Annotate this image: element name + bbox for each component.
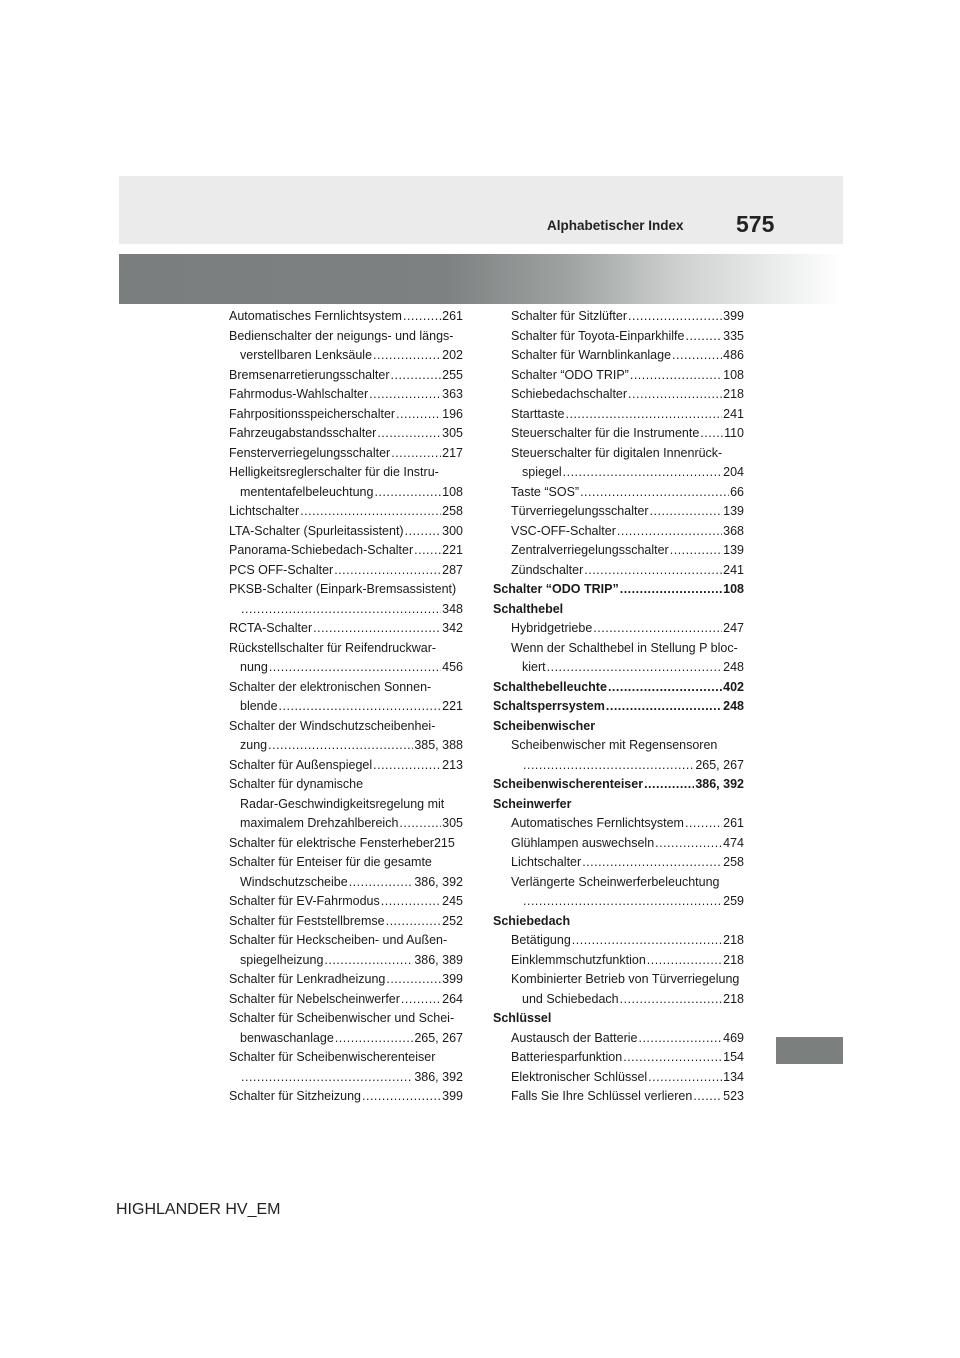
dot-leader <box>391 366 442 386</box>
dot-leader <box>335 1029 414 1049</box>
index-entry <box>229 736 463 756</box>
index-entry-page: 241 <box>723 562 744 577</box>
dot-leader <box>700 424 723 444</box>
index-entry-text: Taste “SOS” <box>511 484 580 499</box>
index-entry <box>493 424 744 444</box>
index-entry-page: 305 <box>442 426 463 440</box>
index-entry-page: 241 <box>723 406 744 421</box>
index-entry-page: 399 <box>723 309 744 323</box>
index-entry-page: 218 <box>723 387 744 401</box>
index-entry-text: mententafelbeleuchtung <box>240 484 374 499</box>
index-entry <box>493 853 744 873</box>
index-entry <box>493 814 744 834</box>
index-entry-text: Schalter für Scheibenwischerenteiser <box>229 1050 436 1064</box>
index-entry-text: Scheibenwischer <box>493 718 596 733</box>
index-entry <box>493 970 744 990</box>
index-entry-text: VSC-OFF-Schalter <box>511 523 616 538</box>
index-entry <box>493 444 744 464</box>
index-entry <box>229 1087 463 1107</box>
dot-leader <box>608 678 722 698</box>
index-entry <box>229 639 463 659</box>
index-entry <box>493 873 744 893</box>
index-entry-text: Schalter für Feststellbremse <box>229 913 385 928</box>
index-entry-text: Fahrzeugabstandsschalter <box>229 426 377 440</box>
index-entry-page: 399 <box>442 972 463 986</box>
index-entry <box>493 736 744 756</box>
index-entry-text: maximalem Drehzahlbereich <box>240 816 399 830</box>
index-entry-page: 305 <box>442 816 463 830</box>
index-entry-page: 287 <box>442 562 463 577</box>
dot-leader <box>386 970 441 990</box>
index-entry-text: Schalthebelleuchte <box>493 679 607 694</box>
index-entry-page: 196 <box>442 406 463 421</box>
index-entry-page: 248 <box>723 699 744 713</box>
index-entry-text: Betätigung <box>511 933 571 947</box>
index-entry-page: 217 <box>442 445 463 460</box>
dot-leader <box>580 483 729 503</box>
index-entry-text: Elektronischer Schlüssel <box>511 1069 648 1084</box>
index-entry-text: Bedienschalter der neigungs- und längs- <box>229 328 454 343</box>
index-entry <box>229 405 463 425</box>
index-entry <box>493 756 744 776</box>
index-entry-page: 218 <box>723 952 744 967</box>
index-entry-text: Radar-Geschwindigkeitsregelung mit <box>240 796 445 811</box>
index-entry <box>229 912 463 932</box>
index-entry-text: Zentralverriegelungsschalter <box>511 543 669 557</box>
index-entry-text: Schalter “ODO TRIP” <box>493 582 619 596</box>
dot-leader <box>620 990 723 1010</box>
dot-leader <box>377 424 441 444</box>
index-entry-page: 247 <box>723 621 744 635</box>
dot-leader <box>396 405 441 425</box>
header-band <box>119 176 843 244</box>
index-entry-text: Schalter für EV-Fahrmodus <box>229 894 380 908</box>
dot-leader <box>617 522 722 542</box>
dot-leader <box>403 307 441 327</box>
index-entry-page: 218 <box>723 933 744 947</box>
dot-leader <box>672 346 722 366</box>
dot-leader <box>693 1087 722 1107</box>
index-entry-text: Schalter für Sitzheizung <box>229 1089 362 1103</box>
thumb-index-tab <box>776 1037 843 1064</box>
index-entry <box>493 892 744 912</box>
dot-leader <box>606 697 722 717</box>
index-entry-text: Austausch der Batterie <box>511 1030 638 1045</box>
index-entry <box>229 1029 463 1049</box>
index-entry-text: Schalter der elektronischen Sonnen- <box>229 679 432 694</box>
index-entry <box>229 756 463 776</box>
index-column-right <box>493 307 744 1107</box>
dot-leader <box>386 912 442 932</box>
index-entry <box>229 424 463 444</box>
index-entry-text: Scheibenwischerenteiser <box>493 777 644 791</box>
index-entry <box>493 619 744 639</box>
dot-leader <box>391 444 441 464</box>
dot-leader <box>572 931 722 951</box>
index-entry <box>493 522 744 542</box>
dot-leader <box>620 580 722 600</box>
index-entry-text: Türverriegelungsschalter <box>511 504 649 518</box>
index-entry-page: 342 <box>442 621 463 635</box>
index-entry <box>493 346 744 366</box>
index-entry-text: Schalter für elektrische Fensterheber215 <box>229 835 455 850</box>
dot-leader <box>655 834 722 854</box>
index-entry-text: Schiebedach <box>493 913 571 928</box>
dot-leader <box>334 561 441 581</box>
index-entry-text: Kombinierter Betrieb von Türverriegelung <box>511 972 740 986</box>
index-entry-text: Schalter für Außenspiegel <box>229 757 373 772</box>
index-entry-page: 486 <box>723 348 744 362</box>
index-entry <box>493 834 744 854</box>
index-entry-text: Starttaste <box>511 406 565 421</box>
dot-leader <box>401 990 441 1010</box>
index-entry <box>229 795 463 815</box>
index-entry-text: Falls Sie Ihre Schlüssel verlieren <box>511 1089 693 1103</box>
index-entry-page: 221 <box>442 543 463 557</box>
index-entry-text: Panorama-Schiebedach-Schalter <box>229 543 414 557</box>
dot-leader <box>381 892 441 912</box>
index-entry-text: Glühlampen auswechseln <box>511 835 655 850</box>
dot-leader <box>373 756 441 776</box>
index-entry-text: und Schiebedach <box>522 991 619 1006</box>
dot-leader <box>685 814 722 834</box>
index-entry <box>229 502 463 522</box>
index-entry-text: Fahrpositionsspeicherschalter <box>229 406 396 421</box>
index-entry <box>229 307 463 327</box>
index-entry-page: 265, 267 <box>414 1030 463 1045</box>
dot-leader <box>374 483 441 503</box>
index-entry <box>229 327 463 347</box>
index-entry <box>493 639 744 659</box>
index-entry <box>493 1087 744 1107</box>
index-entry-text: PCS OFF-Schalter <box>229 562 334 577</box>
header-gradient-bar <box>119 254 843 304</box>
index-entry-text: Wenn der Schalthebel in Stellung P bloc- <box>511 640 738 655</box>
dot-leader <box>648 1068 722 1088</box>
index-entry <box>229 717 463 737</box>
index-entry <box>229 658 463 678</box>
dot-leader <box>593 619 722 639</box>
index-entry-page: 261 <box>442 309 463 323</box>
index-entry-page: 386, 392 <box>695 777 744 791</box>
index-entry-text: Rückstellschalter für Reifendruckwar- <box>229 640 437 655</box>
index-entry-text: Steuerschalter für digitalen Innenrück- <box>511 445 723 460</box>
page-number: 575 <box>736 211 775 237</box>
index-entry <box>493 1029 744 1049</box>
index-entry-page: 245 <box>442 894 463 908</box>
index-entry-page: 134 <box>723 1069 744 1084</box>
dot-leader <box>405 522 442 542</box>
index-entry <box>493 1048 744 1068</box>
index-entry-page: 154 <box>723 1050 744 1064</box>
index-entry-text: Automatisches Fernlichtsystem <box>229 309 402 323</box>
index-entry <box>493 658 744 678</box>
index-entry-page: 258 <box>442 504 463 518</box>
index-entry-page: 204 <box>723 465 744 479</box>
index-entry-text: LTA-Schalter (Spurleitassistent) <box>229 523 404 538</box>
index-entry-page: 469 <box>723 1030 744 1045</box>
index-entry-text: Verlängerte Scheinwerferbeleuchtung <box>511 874 720 889</box>
index-entry-page: 386, 392 <box>414 874 463 889</box>
index-entry <box>493 912 744 932</box>
index-entry-text: nung <box>240 660 268 674</box>
index-entry-text: Batteriesparfunktion <box>511 1050 623 1064</box>
dot-leader <box>414 541 441 561</box>
dot-leader <box>349 873 414 893</box>
index-entry-page: 386, 389 <box>414 952 463 967</box>
index-entry <box>229 970 463 990</box>
index-entry-text: zung <box>240 738 268 752</box>
index-entry <box>229 834 463 854</box>
index-entry-text: Schalter für dynamische <box>229 777 364 791</box>
index-entry-page: 139 <box>723 504 744 518</box>
dot-leader <box>362 1087 441 1107</box>
index-entry-text: Schalter “ODO TRIP” <box>511 367 629 382</box>
index-entry <box>229 775 463 795</box>
index-entry-text: Zündschalter <box>511 562 584 577</box>
index-entry <box>493 678 744 698</box>
index-entry <box>229 522 463 542</box>
index-entry-page: 66 <box>730 484 744 499</box>
index-entry-page: 456 <box>442 660 463 674</box>
dot-leader <box>670 541 722 561</box>
dot-leader <box>630 366 722 386</box>
index-entry-page: 402 <box>723 679 744 694</box>
index-entry-page: 221 <box>442 699 463 713</box>
dot-leader <box>523 756 694 776</box>
index-entry <box>493 580 744 600</box>
dot-leader <box>638 1029 722 1049</box>
index-entry <box>493 541 744 561</box>
index-entry-page: 259 <box>723 894 744 908</box>
dot-leader <box>623 1048 722 1068</box>
dot-leader <box>566 405 723 425</box>
index-entry-text: Lichtschalter <box>229 504 300 518</box>
index-entry-page: 139 <box>723 543 744 557</box>
dot-leader <box>324 951 413 971</box>
index-entry <box>229 541 463 561</box>
index-entry-page: 335 <box>723 328 744 343</box>
index-entry <box>493 600 744 620</box>
index-entry-page: 202 <box>442 348 463 362</box>
index-entry-text: Scheibenwischer mit Regensensoren <box>511 738 718 752</box>
index-entry-page: 348 <box>442 601 463 616</box>
index-entry <box>229 385 463 405</box>
index-entry-page: 363 <box>442 387 463 401</box>
index-entry <box>229 951 463 971</box>
section-title: Alphabetischer Index <box>547 218 684 233</box>
index-entry <box>493 561 744 581</box>
index-entry <box>493 697 744 717</box>
index-entry <box>493 951 744 971</box>
index-entry-text: Automatisches Fernlichtsystem <box>511 816 684 830</box>
index-entry-text: Schalthebel <box>493 601 564 616</box>
index-entry-text: Schalter für Scheibenwischer und Schei- <box>229 1011 455 1025</box>
index-entry <box>493 990 744 1010</box>
index-entry-page: 248 <box>723 660 744 674</box>
index-entry <box>229 990 463 1010</box>
index-entry <box>229 814 463 834</box>
dot-leader <box>279 697 442 717</box>
index-entry-text: blende <box>240 699 278 713</box>
index-entry-page: 300 <box>442 523 463 538</box>
index-entry-text: Schalter für Sitzlüfter <box>511 309 628 323</box>
index-entry-page: 474 <box>723 835 744 850</box>
index-entry-page: 264 <box>442 991 463 1006</box>
index-entry <box>229 1048 463 1068</box>
index-entry-text: Schalter für Lenkradheizung <box>229 972 386 986</box>
index-entry <box>493 366 744 386</box>
index-entry <box>493 307 744 327</box>
index-entry <box>493 463 744 483</box>
index-entry-text: Hybridgetriebe <box>511 621 593 635</box>
index-entry-text: Lichtschalter <box>511 855 582 869</box>
index-entry <box>493 327 744 347</box>
index-column-left <box>229 307 463 1107</box>
index-entry-page: 265, 267 <box>695 757 744 772</box>
index-entry-text: Fahrmodus-Wahlschalter <box>229 387 369 401</box>
index-entry <box>229 1009 463 1029</box>
index-entry <box>229 619 463 639</box>
index-entry-page: 108 <box>723 367 744 382</box>
index-entry-page: 386, 392 <box>414 1069 463 1084</box>
dot-leader <box>369 385 441 405</box>
dot-leader <box>628 307 722 327</box>
dot-leader <box>547 658 723 678</box>
index-entry-page: 255 <box>442 367 463 382</box>
dot-leader <box>241 600 441 620</box>
index-entry-text: Schaltsperrsystem <box>493 699 605 713</box>
dot-leader <box>523 892 722 912</box>
dot-leader <box>685 327 722 347</box>
index-entry-text: Schalter für Toyota-Einparkhilfe <box>511 328 685 343</box>
index-entry-text: kiert <box>522 660 546 674</box>
index-entry-text: Einklemmschutzfunktion <box>511 952 646 967</box>
index-entry-text: Fensterverriegelungsschalter <box>229 445 391 460</box>
dot-leader <box>650 502 723 522</box>
index-entry-text: Schlüssel <box>493 1011 552 1025</box>
dot-leader <box>268 736 413 756</box>
index-entry <box>493 717 744 737</box>
index-entry <box>229 678 463 698</box>
index-entry-text: PKSB-Schalter (Einpark-Bremsassistent) <box>229 582 457 596</box>
index-entry <box>229 600 463 620</box>
dot-leader <box>241 1068 413 1088</box>
index-entry-text: spiegelheizung <box>240 952 324 967</box>
dot-leader <box>644 775 694 795</box>
index-entry-text: Schalter für Nebelscheinwerfer <box>229 991 400 1006</box>
index-entry <box>229 892 463 912</box>
index-entry <box>493 1009 744 1029</box>
index-entry <box>229 463 463 483</box>
index-entry-page: 523 <box>723 1089 744 1103</box>
index-entry-page: 108 <box>442 484 463 499</box>
index-entry-text: spiegel <box>522 465 562 479</box>
index-entry <box>229 697 463 717</box>
index-entry-text: RCTA-Schalter <box>229 621 313 635</box>
index-entry <box>229 580 463 600</box>
index-entry-page: 368 <box>723 523 744 538</box>
index-entry-text: Bremsenarretierungsschalter <box>229 367 390 382</box>
index-entry-text: Schiebedachschalter <box>511 387 628 401</box>
index-entry-text: Scheinwerfer <box>493 796 572 811</box>
dot-leader <box>563 463 723 483</box>
index-entry-page: 213 <box>442 757 463 772</box>
index-entry <box>229 483 463 503</box>
index-entry <box>229 931 463 951</box>
index-entry <box>229 366 463 386</box>
index-entry-page: 108 <box>723 582 744 596</box>
index-entry-text: benwaschanlage <box>240 1030 334 1045</box>
index-entry <box>493 405 744 425</box>
index-entry <box>493 385 744 405</box>
dot-leader <box>373 346 441 366</box>
index-entry <box>493 1068 744 1088</box>
dot-leader <box>582 853 722 873</box>
index-entry-page: 218 <box>723 991 744 1006</box>
index-entry <box>493 931 744 951</box>
index-entry <box>493 502 744 522</box>
dot-leader <box>584 561 722 581</box>
dot-leader <box>399 814 441 834</box>
index-entry-page: 110 <box>724 426 744 440</box>
index-entry <box>493 483 744 503</box>
index-entry-text: Steuerschalter für die Instrumente <box>511 426 700 440</box>
dot-leader <box>313 619 441 639</box>
index-entry-text: Schalter für Heckscheiben- und Außen- <box>229 933 448 947</box>
footer-model-name: HIGHLANDER HV_EM <box>116 1201 281 1218</box>
index-entry-text: Schalter für Warnblinkanlage <box>511 348 672 362</box>
dot-leader <box>647 951 722 971</box>
index-entry <box>229 561 463 581</box>
index-entry <box>493 775 744 795</box>
index-entry-page: 385, 388 <box>414 738 463 752</box>
index-entry-text: verstellbaren Lenksäule <box>240 348 373 362</box>
index-entry <box>229 873 463 893</box>
dot-leader <box>628 385 722 405</box>
dot-leader <box>269 658 441 678</box>
index-entry <box>229 444 463 464</box>
index-entry-page: 258 <box>723 855 744 869</box>
index-entry <box>493 795 744 815</box>
index-entry-text: Schalter für Enteiser für die gesamte <box>229 855 432 869</box>
index-entry <box>229 1068 463 1088</box>
index-entry-text: Windschutzscheibe <box>240 874 348 889</box>
index-entry-page: 252 <box>442 913 463 928</box>
index-entry-page: 261 <box>723 816 744 830</box>
index-entry <box>229 346 463 366</box>
index-entry-page: 399 <box>442 1089 463 1103</box>
index-entry-text: Helligkeitsreglerschalter für die Instru- <box>229 465 439 479</box>
index-entry-text: Schalter der Windschutzscheibenhei- <box>229 718 436 733</box>
dot-leader <box>300 502 441 522</box>
index-entry <box>229 853 463 873</box>
